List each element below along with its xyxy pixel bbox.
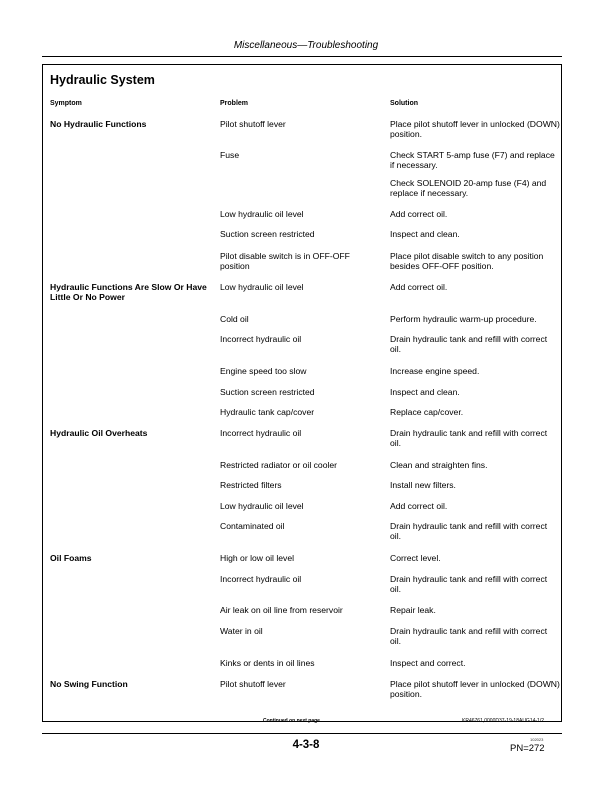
table-cell-solution: Check START 5-amp fuse (F7) and replace if necessary. <box>390 150 555 170</box>
table-cell-problem: Pilot shutoff lever <box>220 119 286 129</box>
table-cell-solution: Place pilot shutoff lever in unlocked (DOWN) position. <box>390 119 560 139</box>
column-header-symptom: Symptom <box>50 100 82 107</box>
table-cell-solution: Add correct oil. <box>390 282 448 292</box>
table-cell-problem: Kinks or dents in oil lines <box>220 658 315 668</box>
table-cell-solution: Increase engine speed. <box>390 366 480 376</box>
table-cell-symptom: Hydraulic Functions Are Slow Or Have Little Or No Power <box>50 282 207 302</box>
table-cell-problem: Engine speed too slow <box>220 366 307 376</box>
table-cell-solution: Inspect and correct. <box>390 658 466 668</box>
table-cell-solution: Perform hydraulic warm-up procedure. <box>390 314 537 324</box>
table-cell-problem: Incorrect hydraulic oil <box>220 574 302 584</box>
table-cell-solution: Drain hydraulic tank and refill with correct oil. <box>390 574 548 594</box>
table-cell-solution: Install new filters. <box>390 480 456 490</box>
table-cell-problem: Incorrect hydraulic oil <box>220 428 302 438</box>
table-cell-solution: Clean and straighten fins. <box>390 460 488 470</box>
table-cell-solution: Drain hydraulic tank and refill with correct oil. <box>390 334 548 354</box>
page-number: 4-3-8 <box>292 739 320 751</box>
table-cell-problem: Pilot shutoff lever <box>220 679 286 689</box>
reference-code: KR46761,0000D37-19-18AUG14-1/2 <box>462 718 544 724</box>
table-cell-problem: Pilot disable switch is in OFF-OFF position <box>220 251 350 271</box>
table-cell-problem: High or low oil level <box>220 553 295 563</box>
section-title: Hydraulic System <box>50 73 155 87</box>
table-cell-solution: Drain hydraulic tank and refill with correct oil. <box>390 626 548 646</box>
table-cell-solution: Place pilot disable switch to any position besides OFF-OFF position. <box>390 251 544 271</box>
table-cell-problem: Low hydraulic oil level <box>220 282 304 292</box>
column-header-problem: Problem <box>220 100 249 107</box>
table-cell-problem: Cold oil <box>220 314 249 324</box>
table-cell-problem: Water in oil <box>220 626 263 636</box>
table-cell-problem: Restricted radiator or oil cooler <box>220 460 338 470</box>
page-header: Miscellaneous—Troubleshooting <box>233 40 379 51</box>
table-cell-problem: Low hydraulic oil level <box>220 209 304 219</box>
table-cell-problem: Hydraulic tank cap/cover <box>220 407 315 417</box>
table-cell-solution: Repair leak. <box>390 605 436 615</box>
table-cell-problem: Incorrect hydraulic oil <box>220 334 302 344</box>
table-cell-symptom: No Swing Function <box>50 679 128 689</box>
continued-note: Continued on next page <box>263 718 320 724</box>
table-cell-solution: Add correct oil. <box>390 501 448 511</box>
table-cell-problem: Restricted filters <box>220 480 282 490</box>
footer-rule <box>42 733 562 734</box>
table-cell-symptom: No Hydraulic Functions <box>50 119 147 129</box>
table-cell-solution: Drain hydraulic tank and refill with correct oil. <box>390 428 548 448</box>
table-cell-solution: Inspect and clean. <box>390 387 460 397</box>
table-cell-problem: Contaminated oil <box>220 521 285 531</box>
table-cell-solution: Correct level. <box>390 553 441 563</box>
table-cell-problem: Air leak on oil line from reservoir <box>220 605 343 615</box>
table-cell-solution: Check SOLENOID 20-amp fuse (F4) and replace if necessary. <box>390 178 547 198</box>
table-cell-solution: Drain hydraulic tank and refill with correct oil. <box>390 521 548 541</box>
table-cell-symptom: Hydraulic Oil Overheats <box>50 428 148 438</box>
header-rule <box>42 56 562 57</box>
column-header-solution: Solution <box>390 100 418 107</box>
table-cell-problem: Fuse <box>220 150 240 160</box>
table-cell-problem: Suction screen restricted <box>220 229 315 239</box>
table-cell-solution: Replace cap/cover. <box>390 407 464 417</box>
pn-number: PN=272 <box>510 743 545 754</box>
table-cell-symptom: Oil Foams <box>50 553 92 563</box>
table-cell-problem: Low hydraulic oil level <box>220 501 304 511</box>
page-code: 102023 <box>530 737 544 742</box>
table-cell-solution: Place pilot shutoff lever in unlocked (DOWN) position. <box>390 679 560 699</box>
table-cell-solution: Inspect and clean. <box>390 229 460 239</box>
table-cell-problem: Suction screen restricted <box>220 387 315 397</box>
table-cell-solution: Add correct oil. <box>390 209 448 219</box>
